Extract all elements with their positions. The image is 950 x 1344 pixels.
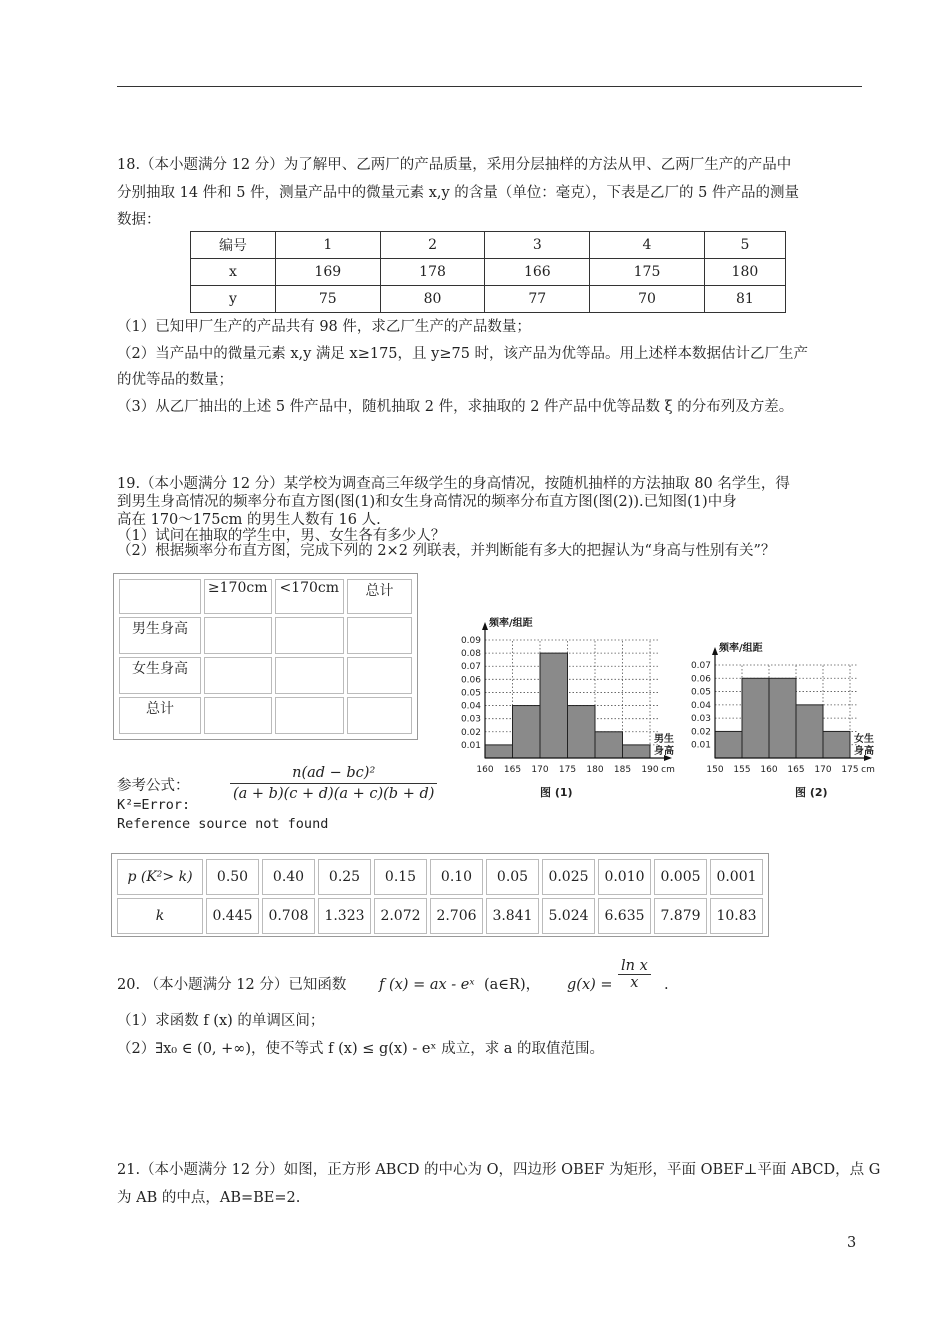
x-tick-label: 175: [558, 765, 577, 775]
table-cell: 7.879: [654, 898, 707, 934]
table-cell: 0.025: [542, 859, 595, 895]
k-table-frame: [111, 853, 769, 937]
histogram-bar: [742, 678, 769, 758]
x-tick-label: 160: [476, 765, 494, 775]
x-tick-label: 170: [814, 765, 832, 775]
x-tick-label: cm: [861, 765, 875, 775]
table-cell: 0.010: [598, 859, 651, 895]
page-number: 3: [847, 1235, 857, 1251]
table-cell: 75: [275, 286, 380, 313]
table-cell: 5.024: [542, 898, 595, 934]
histogram-male: [440, 603, 690, 808]
q18-line1: 18.（本小题满分 12 分）为了解甲、乙两厂的产品质量，采用分层抽样的方法从甲、乙两厂生产的产品中: [117, 157, 792, 173]
chart-title: 频率/组距: [719, 643, 763, 654]
q19-line2: 到男生身高情况的频率分布直方图(图(1)和女生身高情况的频率分布直方图(图(2)).已知图(1)中身: [117, 494, 737, 510]
table-cell: 0.005: [654, 859, 707, 895]
table-cell: 0.708: [262, 898, 315, 934]
q20-prefix: 20. （本小题满分 12 分）已知函数: [117, 977, 347, 993]
row-label-cell: 男生身高: [119, 617, 201, 654]
histogram-bar: [540, 653, 568, 758]
table-cell: 0.445: [206, 898, 259, 934]
blank-cell: [204, 657, 272, 694]
table-cell: 80: [380, 286, 485, 313]
table-cell: 175: [590, 259, 705, 286]
table-cell: 4: [590, 232, 705, 259]
y-tick-label: 0.05: [690, 687, 711, 698]
q18-part1: （1）已知甲厂生产的产品共有 98 件，求乙厂生产的产品数量；: [117, 319, 531, 335]
q20-gx-fraction: [618, 958, 651, 991]
table-cell: 编号: [191, 232, 276, 259]
table-row: [117, 859, 763, 895]
blank-cell: [347, 697, 412, 734]
y-tick-label: 0.02: [690, 727, 711, 738]
table-cell: 0.40: [262, 859, 315, 895]
table-row: [191, 259, 786, 286]
q18-part2a: （2）当产品中的微量元素 x,y 满足 x≥175，且 y≥75 时，该产品为优等品。用上述样本数据估计乙厂生产: [117, 346, 809, 362]
q18-line3: 数据：: [117, 212, 161, 228]
table-cell: 1.323: [318, 898, 371, 934]
table-cell: 169: [275, 259, 380, 286]
blank-cell: [204, 617, 272, 654]
table-cell: 5: [704, 232, 785, 259]
table-cell: 0.25: [318, 859, 371, 895]
q19-part1: （1）试问在抽取的学生中，男、女生各有多少人？: [117, 528, 446, 544]
q20-condition: (a∈R)，: [484, 977, 541, 993]
y-tick-label: 0.04: [460, 701, 481, 712]
x-tick-label: 150: [706, 765, 724, 775]
table-cell: x: [191, 259, 276, 286]
y-tick-label: 0.05: [460, 688, 481, 699]
row-label-cell: 女生身高: [119, 657, 201, 694]
k2-error-text: K²=Error:: [117, 797, 191, 813]
table-cell: 81: [704, 286, 785, 313]
histogram-female: [680, 603, 895, 808]
x-tick-label: cm: [661, 765, 675, 775]
q18-part2b: 的优等品的数量；: [117, 372, 233, 388]
q18-line2: 分别抽取 14 件和 5 件，测量产品中的微量元素 x,y 的含量（单位：毫克），下表是乙厂的 5 件产品的测量: [117, 185, 799, 201]
row-label-cell: 总计: [119, 697, 201, 734]
series-label-line1: 男生: [654, 734, 674, 745]
blank-cell: [275, 617, 345, 654]
y-tick-label: 0.01: [460, 740, 481, 751]
table-header-cell: ≥170cm: [204, 579, 272, 614]
table-cell: 70: [590, 286, 705, 313]
table-cell: y: [191, 286, 276, 313]
x-tick-label: 170: [531, 765, 549, 775]
table-header-row: [119, 579, 412, 614]
table-cell: 180: [704, 259, 785, 286]
table-row: [117, 898, 763, 934]
x-tick-label: 160: [760, 765, 778, 775]
q20-gx-left: g(x) =: [567, 977, 613, 993]
y-tick-label: 0.03: [460, 714, 481, 725]
x-tick-label: 180: [586, 765, 604, 775]
y-tick-label: 0.06: [690, 674, 711, 685]
q18-part3: （3）从乙厂抽出的上述 5 件产品中，随机抽取 2 件，求抽取的 2 件产品中优等品数 ξ 的分布列及方差。: [117, 399, 794, 415]
chart-title: 频率/组距: [489, 618, 533, 629]
formula-fraction: [230, 765, 437, 802]
y-tick-label: 0.03: [690, 714, 711, 725]
x-tick-label: 185: [613, 765, 632, 775]
q19-part2: （2）根据频率分布直方图，完成下列的 2×2 列联表，并判断能有多大的把握认为“身高与性别有关”？: [117, 543, 776, 559]
series-label-line2: 身高: [854, 746, 874, 757]
y-axis-arrow: [482, 622, 488, 630]
table-cell: 0.10: [430, 859, 483, 895]
formula-denominator: (a + b)(c + d)(a + c)(b + d): [233, 786, 435, 802]
series-label-line2: 身高: [654, 746, 674, 757]
histogram-bar: [595, 732, 623, 758]
x-tick-label: 165: [787, 765, 805, 775]
table-row: [191, 232, 786, 259]
q20-period: .: [664, 977, 669, 993]
table-cell: 2: [380, 232, 485, 259]
table-cell: 0.05: [486, 859, 539, 895]
series-label-line1: 女生: [854, 734, 874, 745]
q21-line2: 为 AB 的中点，AB=BE=2.: [117, 1190, 301, 1206]
table-row: [119, 697, 412, 734]
table-cell: 2.072: [374, 898, 427, 934]
table-cell: 3: [485, 232, 590, 259]
table-cell: 1: [275, 232, 380, 259]
table-cell: 0.001: [710, 859, 763, 895]
q19-line1: 19.（本小题满分 12 分）某学校为调查高三年级学生的身高情况，按随机抽样的方法抽取 80 名学生，得: [117, 476, 790, 492]
x-tick-label: 165: [503, 765, 522, 775]
histogram-bar: [823, 731, 850, 758]
y-tick-label: 0.01: [690, 740, 711, 751]
table-cell: 166: [485, 259, 590, 286]
y-axis-arrow: [712, 647, 718, 655]
table-row: [119, 657, 412, 694]
q20-fx: f (x) = ax - eˣ: [379, 977, 475, 993]
blank-cell: [275, 657, 345, 694]
table-cell: 178: [380, 259, 485, 286]
blank-cell: [347, 657, 412, 694]
q20-part1: （1）求函数 f (x) 的单调区间；: [117, 1013, 325, 1029]
table-cell: 77: [485, 286, 590, 313]
table-cell: 3.841: [486, 898, 539, 934]
contingency-table: [116, 576, 415, 737]
q18-data-table: [190, 231, 786, 313]
histogram-bar: [513, 706, 541, 758]
formula-label: 参考公式：: [117, 778, 190, 794]
q20-gx-numerator: ln x: [618, 958, 651, 975]
row-label-cell: k: [117, 898, 203, 934]
q21-line1: 21.（本小题满分 12 分）如图，正方形 ABCD 的中心为 O，四边形 OBEF 为矩形，平面 OBEF⊥平面 ABCD，点 G: [117, 1162, 881, 1178]
y-tick-label: 0.09: [460, 636, 481, 646]
histogram-bar: [485, 745, 513, 758]
blank-cell: [275, 697, 345, 734]
histogram-bar: [715, 731, 742, 758]
histogram-bar: [568, 706, 596, 758]
row-label-cell: p (K²> k): [117, 859, 203, 895]
figure-caption: 图 (1): [540, 786, 573, 799]
table-header-cell: [119, 579, 201, 614]
x-tick-label: 155: [733, 765, 751, 775]
contingency-table-frame: [113, 573, 418, 740]
table-row: [191, 286, 786, 313]
y-tick-label: 0.08: [460, 649, 481, 660]
table-header-cell: <170cm: [275, 579, 345, 614]
y-tick-label: 0.07: [460, 662, 481, 673]
blank-cell: [204, 697, 272, 734]
table-cell: 10.83: [710, 898, 763, 934]
table-cell: 0.15: [374, 859, 427, 895]
q20-part2: （2）∃x₀ ∈ (0, +∞)，使不等式 f (x) ≤ g(x) - eˣ 成立，求 a 的取值范围。: [117, 1041, 605, 1057]
header-rule: [117, 86, 862, 87]
table-cell: 2.706: [430, 898, 483, 934]
y-tick-label: 0.06: [460, 675, 481, 686]
y-tick-label: 0.04: [690, 700, 711, 711]
figure-caption: 图 (2): [795, 786, 828, 799]
q20-gx-denominator: x: [630, 975, 639, 991]
formula-numerator: n(ad − bc)²: [230, 765, 437, 784]
table-cell: 6.635: [598, 898, 651, 934]
k-critical-value-table: [114, 856, 766, 937]
y-tick-label: 0.02: [460, 727, 481, 738]
table-row: [119, 617, 412, 654]
q19-line3: 高在 170～175cm 的男生人数有 16 人.: [117, 512, 381, 528]
histogram-bar: [623, 745, 651, 758]
table-cell: 0.50: [206, 859, 259, 895]
histogram-bar: [769, 678, 796, 758]
histogram-bar: [796, 705, 823, 758]
x-tick-label: 175: [841, 765, 859, 775]
reference-error-text: Reference source not found: [117, 816, 329, 832]
blank-cell: [347, 617, 412, 654]
x-tick-label: 190: [641, 765, 659, 775]
y-tick-label: 0.07: [690, 661, 711, 671]
table-header-cell: 总计: [347, 579, 412, 614]
